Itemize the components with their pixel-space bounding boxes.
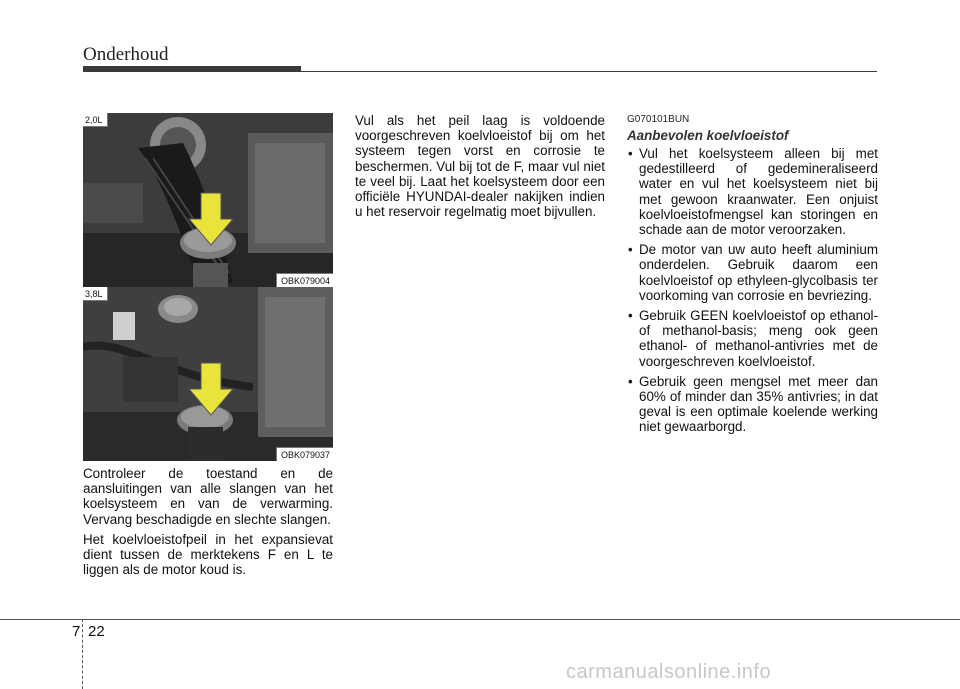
paragraph: Controleer de toestand en de aansluitingen van alle slangen van het koelsysteem en van de verwarming. Vervang beschadigde en slechte slangen. bbox=[83, 466, 333, 527]
coolant-bullet-list bbox=[627, 146, 878, 440]
engine-photo-3-8l bbox=[83, 287, 333, 461]
middle-column-text bbox=[355, 113, 605, 224]
footer-rule bbox=[0, 619, 960, 620]
paragraph: Het koelvloeistofpeil in het expansievat dient tussen de merktekens F en L te liggen als de motor koud is. bbox=[83, 531, 333, 578]
engine-label-badge: 2,0L bbox=[83, 113, 108, 127]
header-rule-thick bbox=[83, 66, 301, 72]
watermark: carmanualsonline.info bbox=[566, 661, 772, 683]
engine-photo-2-0l bbox=[83, 113, 333, 287]
header-rule-thin bbox=[301, 71, 877, 72]
footer-divider bbox=[82, 619, 83, 689]
engine-label-badge: 3,8L bbox=[83, 287, 108, 301]
page-number: 22 bbox=[88, 623, 105, 640]
section-code: G070101BUN bbox=[627, 114, 690, 125]
chapter-number: 7 bbox=[72, 623, 81, 640]
list-item: • Gebruik GEEN koelvloeistof op ethanol- of methanol-basis; meng ook geen ethanol- of methanol-antivries met de voorgeschreven koelvloeistof. bbox=[627, 308, 878, 369]
section-heading: Aanbevolen koelvloeistof bbox=[627, 128, 789, 143]
photo-code-label: OBK079004 bbox=[276, 273, 333, 287]
page-header-title: Onderhoud bbox=[83, 44, 169, 65]
paragraph: Vul als het peil laag is voldoende voorgeschreven koelvloeistof bij om het systeem tegen vorst en corrosie te beschermen. Vul bij tot de F, maar vul niet te veel bij. Laat het koelsysteem door een officiële HYUNDAI-dealer nakijken indien u het reservoir regelmatig moet bijvullen. bbox=[355, 113, 605, 220]
list-item: • Gebruik geen mengsel met meer dan 60% of minder dan 35% antivries; in dat geval is een optimale koelende werking niet gewaarborgd. bbox=[627, 374, 878, 435]
list-item: • Vul het koelsysteem alleen bij met gedestilleerd of gedemineraliseerd water en vul het koelsysteem niet bij met gewoon kraanwater. Een onjuist koelvloeistofmengsel kan storingen en schade aan de motor veroorzaken. bbox=[627, 146, 878, 237]
left-column-text bbox=[83, 466, 333, 582]
photo-code-label: OBK079037 bbox=[276, 447, 333, 461]
engine-2-0l-illustration bbox=[83, 113, 333, 287]
engine-3-8l-illustration bbox=[83, 287, 333, 461]
list-item: • De motor van uw auto heeft aluminium onderdelen. Gebruik daarom een koelvloeistof op ethyleen-glycolbasis ter voorkoming van corrosie en bevriezing. bbox=[627, 242, 878, 303]
